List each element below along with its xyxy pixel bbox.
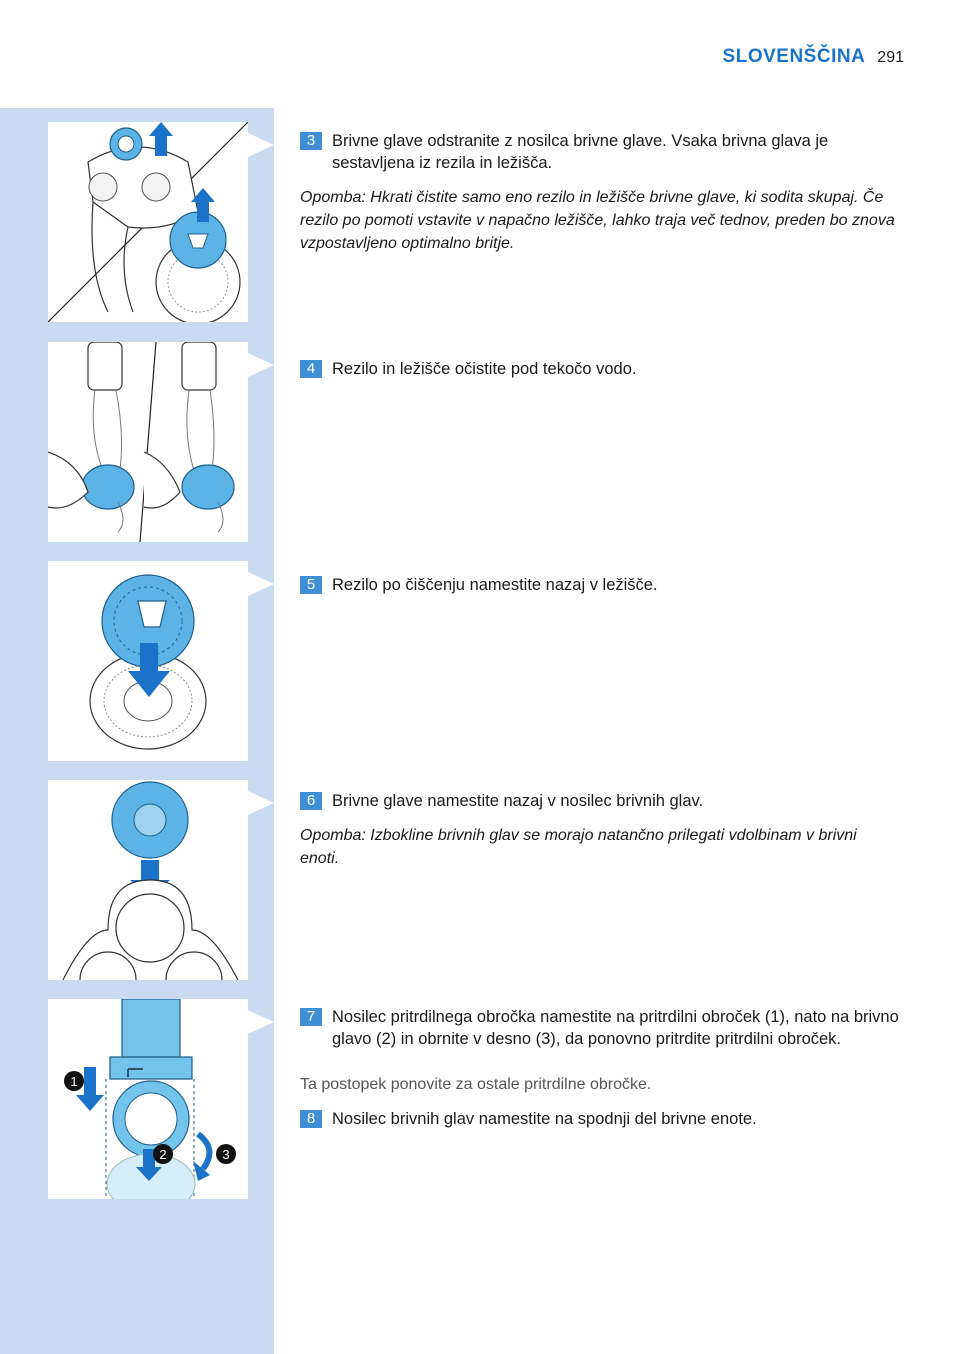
illustration-notch: [248, 1010, 274, 1034]
step-number-badge: 4: [300, 360, 322, 378]
illustration-notch: [248, 133, 274, 157]
callout-3: 3: [222, 1147, 230, 1162]
page-header: [723, 46, 904, 76]
note-step-6: Opomba: Izbokline brivnih glav se morajo natančno prilegati vdolbinam v brivni enoti.: [300, 827, 857, 867]
illustration-retaining-ring: [48, 999, 248, 1199]
illustration-remove-heads: [48, 122, 248, 322]
step-text: Nosilec pritrdilnega obročka namestite na pritrdilni obroček (1), nato na brivno glavo (2) in obrnite v desno (3), da ponovno pritrdite pritrdilni obroček.: [332, 1008, 899, 1048]
step-text: Brivne glave namestite nazaj v nosilec brivnih glav.: [332, 792, 704, 810]
step-number-badge: 6: [300, 792, 322, 810]
step-text: Rezilo po čiščenju namestite nazaj v ležišče.: [332, 576, 658, 594]
illustration-insert-cutter: [48, 561, 248, 761]
step-text: Rezilo in ležišče očistite pod tekočo vodo.: [332, 360, 637, 378]
page-number: 291: [877, 49, 904, 66]
info-step-7: Ta postopek ponovite za ostale pritrdilne obročke.: [300, 1076, 652, 1093]
language-title: SLOVENŠČINA: [722, 46, 866, 67]
step-number-badge: 5: [300, 576, 322, 594]
illustration-notch: [248, 572, 274, 596]
illustration-notch: [248, 791, 274, 815]
step-7: [300, 1006, 910, 1050]
step-text: Nosilec brivnih glav namestite na spodnji del brivne enote.: [332, 1110, 757, 1128]
step-5: [300, 574, 910, 596]
step-number-badge: 3: [300, 132, 322, 150]
step-text: Brivne glave odstranite z nosilca brivne glave. Vsaka brivna glava je sestavljena iz rezila in ležišča.: [332, 132, 829, 172]
illustration-rinse: [48, 342, 248, 542]
step-8: [300, 1108, 910, 1130]
step-6: [300, 790, 910, 812]
illustration-place-heads: [48, 780, 248, 980]
step-4: [300, 358, 910, 380]
step-3: [300, 130, 910, 174]
step-number-badge: 7: [300, 1008, 322, 1026]
callout-2: 2: [159, 1147, 167, 1162]
note-step-3: Opomba: Hkrati čistite samo eno rezilo in ležišče brivne glave, ki sodita skupaj. Če rezilo po pomoti vstavite v napačno ležišče, lahko traja več tednov, preden bo znova vzpostavljeno optimalno britje.: [300, 189, 895, 252]
callout-1: 1: [70, 1074, 78, 1089]
step-number-badge: 8: [300, 1110, 322, 1128]
illustration-notch: [248, 353, 274, 377]
